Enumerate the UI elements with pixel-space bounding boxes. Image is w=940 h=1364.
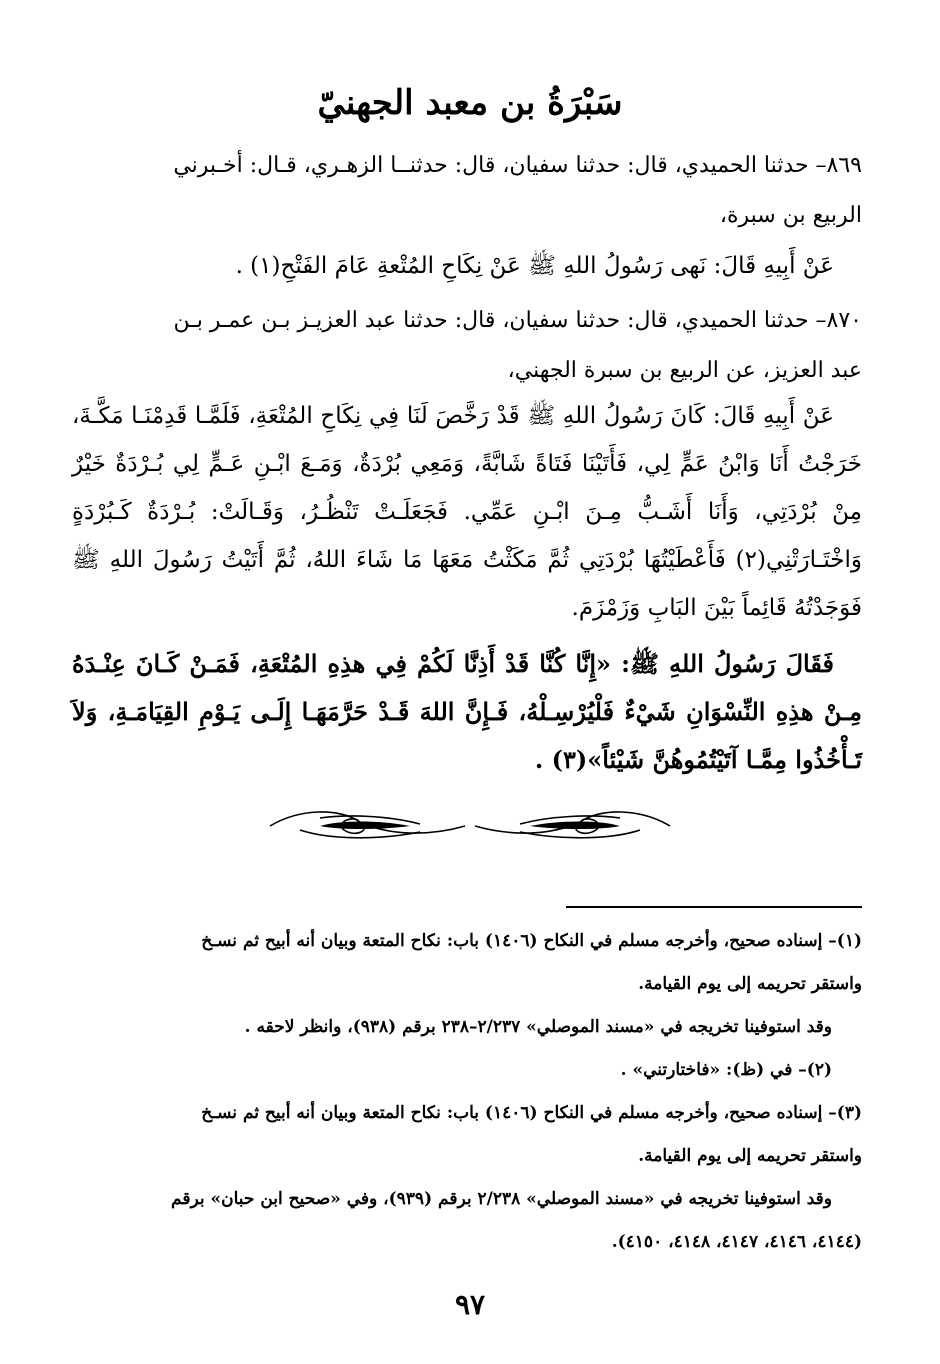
footnote-3-reference: وقد استوفينا تخريجه في «مسند الموصلي» ٢/٢٣٨ برقم (٩٣٩)، وفي «صحيح ابن حبان» برقم (171, 1189, 832, 1209)
hadith-869-matn: عَنْ أَبِيهِ قَالَ: نَهى رَسُولُ اللهِ ﷺ عَنْ نِكَاحِ المُتْعةِ عَامَ الفَتْحِ(١) . (235, 253, 834, 279)
footnotes (72, 920, 862, 1264)
footnote-3-reference-continued: (٤١٤٤، ٤١٤٦، ٤١٤٧، ٤١٤٨، ٤١٥٠). (611, 1232, 862, 1252)
footnote-3: (٣)– إسناده صحيح، وأخرجه مسلم في النكاح (١٤٠٦) باب: نكاح المتعة وبيان أنه أبيح ثم نسـخ (201, 1103, 862, 1123)
footnote-3-continued: واستقر تحريمه إلى يوم القيامة. (638, 1146, 862, 1166)
hadith-870-prophetic-quote: فَقَالَ رَسُولُ اللهِ ﷺ: «إِنَّا كُنَّا قَدْ أَذِنَّا لَكُمْ فِي هذِهِ المُتْعَةِ، فَمَـنْ كَـانَ عِنْـدَهُ مِـنْ هذِهِ النِّسْوَانِ شَيْءٌ فَلْيُرْسِـلْهُ، فَـإِنَّ اللهَ قَـدْ حَرَّمَهَـا إِلَـى يَـوْمِ القِيَامَـةِ، وَلاَ تَـأْخُذُوا مِمَّـا آتَيْتُمُوهُنَّ شَيْئاً»(٣) . (72, 649, 862, 774)
page-number: ٩٧ (454, 1288, 486, 1321)
chapter-title: سَبْرَةُ بن معبد الجهنيّ (317, 83, 623, 123)
hadith-870-matn: عَنْ أَبِيهِ قَالَ: كَانَ رَسُولُ اللهِ ﷺ قَدْ رَخَّصَ لَنَا فِي نِكَاحِ المُتْعَةِ، فَلَمَّـا قَدِمْنَـا مَكَّـةَ، خَرَجْتُ أَنَا وَابْنُ عَمٍّ لِي، فَأَتَيْنَا فَتَاةً شَابَّةً، وَمَعِي بُرْدَةٌ، وَمَـعَ ابْـنِ عَـمٍّ لِي بُـرْدَةٌ خَيْرٌ مِنْ بُرْدَتِي، وَأَنَا أَشَـبُّ مِـنَ ابْـنِ عَمِّي. فَجَعَلَـتْ تَنْظُـرُ، وَقَـالَتْ: بُـرْدَةٌ كَـبُرْدَةٍ وَاخْتَـارَتْنِي(٢) فَأَعْطَيْتُهَا بُرْدَتِي ثُمَّ مَكَثْتُ مَعَهَا مَا شَاءَ اللهُ، ثُمَّ أَتَيْتُ رَسُولَ اللهِ ﷺ فَوَجَدْتُهُ قَائِماً بَيْنَ البَابِ وَزَمْزَمَ. (72, 403, 862, 621)
footnote-separator (566, 906, 862, 908)
footnote-1-reference: وقد استوفينا تخريجه في «مسند الموصلي» ٢/٢٣٧–٢٣٨ برقم (٩٣٨)، وانظر لاحقه . (244, 1017, 832, 1037)
hadith-870-isnad-continued: عبد العزيز، عن الربيع بن سبرة الجهني، (507, 358, 862, 383)
hadith-869-isnad: ٨٦٩– حدثنا الحميدي، قال: حدثنا سفيان، قال: حدثنــا الزهـري، قـال: أخـبرني (173, 153, 862, 178)
decorative-divider-ornament (260, 800, 680, 850)
hadith-869-isnad-continued: الربيع بن سبرة، (719, 203, 862, 228)
hadith-870-isnad: ٨٧٠– حدثنا الحميدي، قال: حدثنا سفيان، قال: حدثنا عبد العزيـز بـن عمـر بـن (173, 308, 862, 333)
footnote-1: (١)– إسناده صحيح، وأخرجه مسلم في النكاح (١٤٠٦) باب: نكاح المتعة وبيان أنه أبيح ثم نسـخ (201, 931, 862, 951)
footnote-1-continued: واستقر تحريمه إلى يوم القيامة. (638, 974, 862, 994)
footnote-2: (٢)– في (ظ): «فاختارتني» . (620, 1060, 832, 1080)
